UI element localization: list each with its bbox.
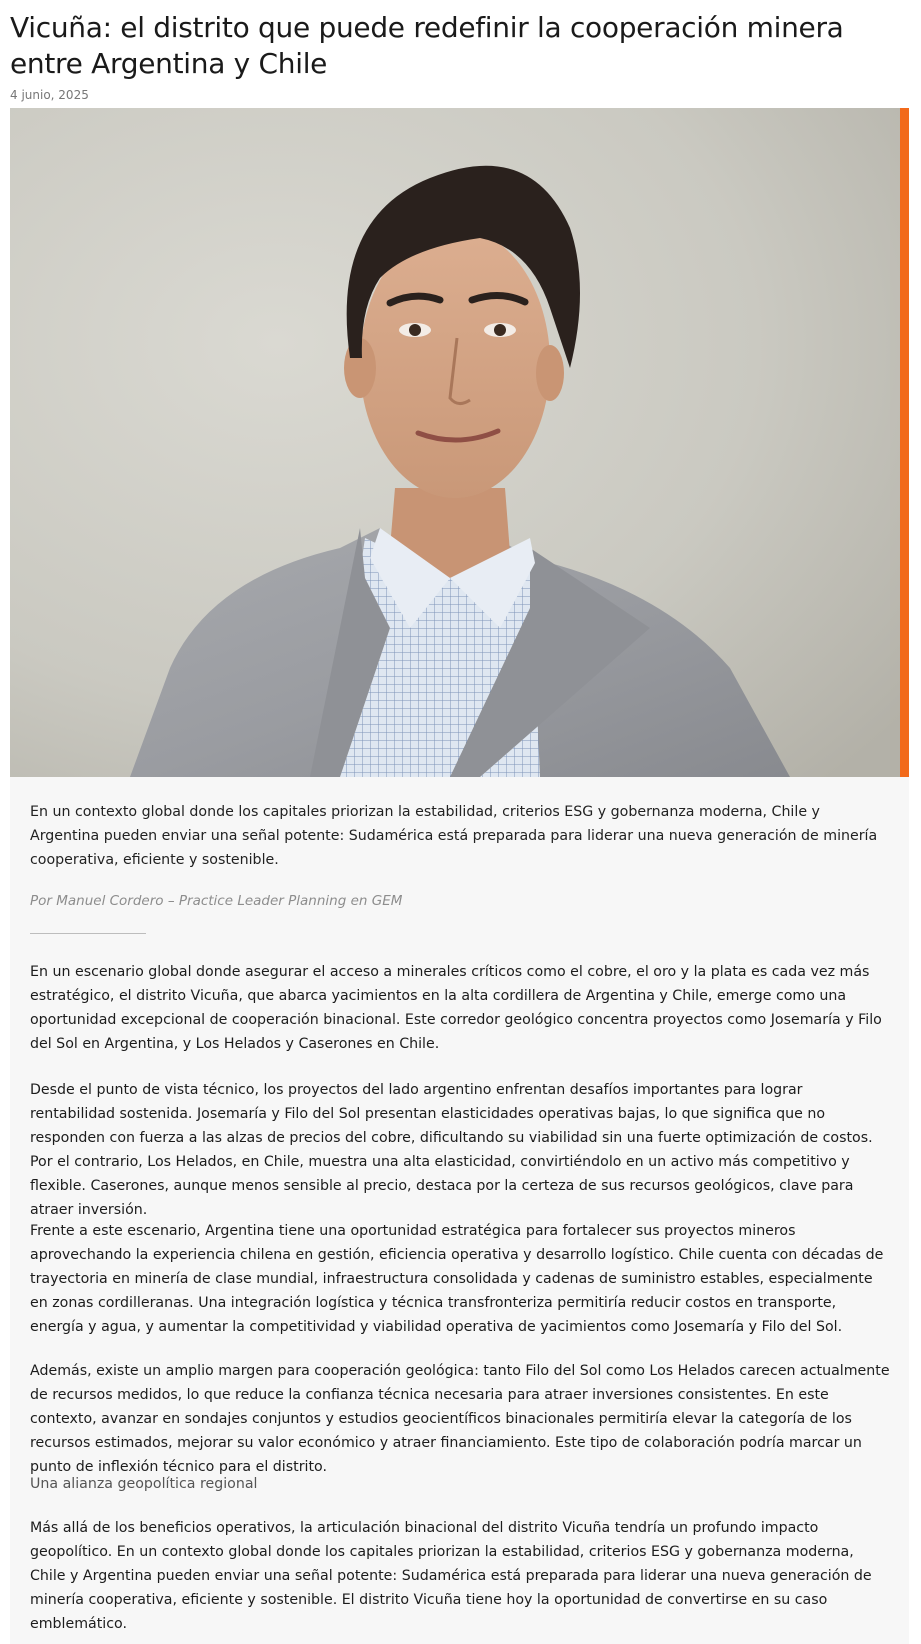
article-lead: En un contexto global donde los capitales priorizan la estabilidad, criterios ESG y gobernanza moderna, Chile y Argentina pueden enviar una señal potente: Sudamérica está preparada para liderar una nueva generación de minería cooperativa, eficiente y sostenible. [30,804,878,868]
paragraph-4: Además, existe un amplio margen para cooperación geológica: tanto Filo del Sol como Los Helados carecen actualmente de recursos medidos, lo que reduce la confianza técnica necesaria para atraer inversiones consistentes. En este contexto, avanzar en sondajes conjuntos y estudios geocientíficos binacionales permitiría elevar la categoría de los recursos estimados, mejorar su valor económico y atraer financiamiento. Este tipo de colaboración podría marcar un punto de inflexión técnico para el distrito. [30,1363,890,1475]
accent-bar [900,108,909,780]
byline-divider [30,933,146,934]
paragraph-2: Desde el punto de vista técnico, los proyectos del lado argentino enfrentan desafíos importantes para lograr rentabilidad sostenida. Josemaría y Filo del Sol presentan elasticidades operativas bajas, lo que significa que no responden con fuerza a las alzas de precios del cobre, dificultando su viabilidad sin una fuerte optimización de costos. Por el contrario, Los Helados, en Chile, muestra una alta elasticidad, convirtiéndolo en un activo más competitivo y flexible. Caserones, aunque menos sensible al precio, destaca por la certeza de sus recursos geológicos, clave para atraer inversión. [30,1082,873,1218]
author-portrait-image [10,108,900,777]
paragraph-5: Más allá de los beneficios operativos, la articulación binacional del distrito Vicuña tendría un profundo impacto geopolítico. En un contexto global donde los capitales priorizan la estabilidad, criterios ESG y gobernanza moderna, Chile y Argentina pueden enviar una señal potente: Sudamérica está preparada para liderar una nueva generación de minería cooperativa, eficiente y sostenible. El distrito Vicuña tiene hoy la oportunidad de convertirse en su caso emblemático. [30,1520,872,1632]
article-byline: Por Manuel Cordero – Practice Leader Planning en GEM [30,893,403,909]
publish-date: 4 junio, 2025 [10,88,89,102]
section-subheading: Una alianza geopolítica regional [30,1476,258,1492]
paragraph-3: Frente a este escenario, Argentina tiene una oportunidad estratégica para fortalecer sus proyectos mineros aprovechando la experiencia chilena en gestión, eficiencia operativa y desarrollo logístico. Chile cuenta con décadas de trayectoria en minería de clase mundial, infraestructura consolidada y cadenas de suministro estables, especialmente en zonas cordilleranas. Una integración logística y técnica transfronteriza permitiría reducir costos en transporte, energía y agua, y aumentar la competitividad y viabilidad operativa de yacimientos como Josemaría y Filo del Sol. [30,1223,884,1335]
paragraph-1: En un escenario global donde asegurar el acceso a minerales críticos como el cobre, el oro y la plata es cada vez más estratégico, el distrito Vicuña, que abarca yacimientos en la alta cordillera de Argentina y Chile, emerge como una oportunidad excepcional de cooperación binacional. Este corredor geológico concentra proyectos como Josemaría y Filo del Sol en Argentina, y Los Helados y Caserones en Chile. [30,964,882,1052]
article-title: Vicuña: el distrito que puede redefinir la cooperación minera entre Argentina y Chile [10,11,844,80]
portrait-illustration [10,108,900,777]
